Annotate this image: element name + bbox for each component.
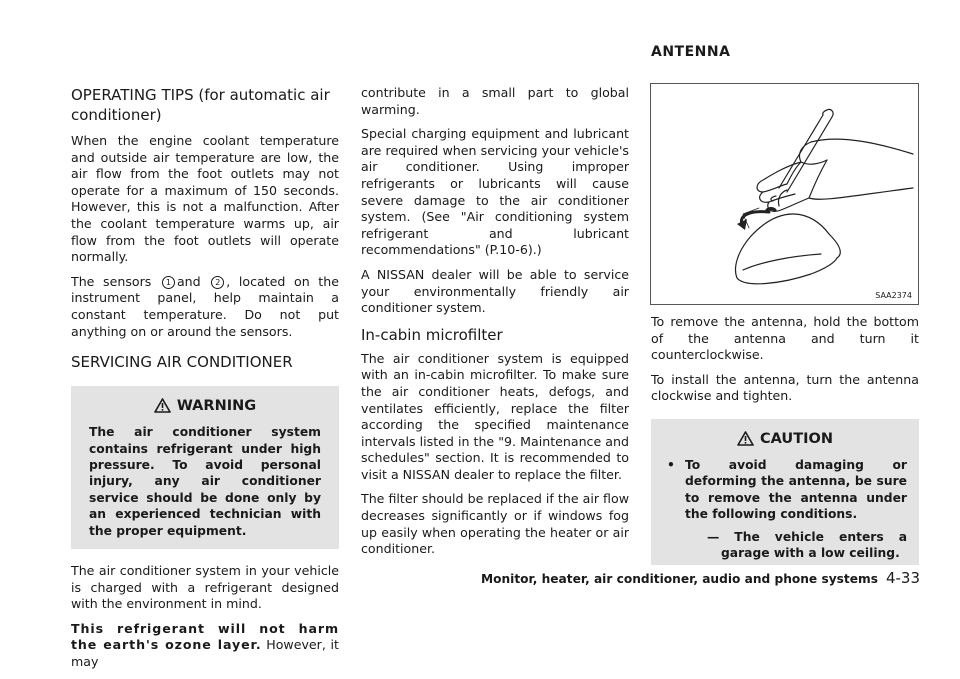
paragraph-special-equipment: Special charging equipment and lubricant are required when servicing your vehicle's air conditioner. Using improper refrigerants or lubricants will cause severe damage to the air conditioner system. (See "Air conditioning system refrigerant and lubricant recommendations" (P.10-6).) [361, 126, 629, 258]
heading-servicing: SERVICING AIR CONDITIONER [71, 353, 293, 372]
sensor-2-marker: 2 [211, 276, 224, 289]
paragraph-microfilter: The air conditioner system is equipped with an in-cabin microfilter. To make sure the air conditioner heats, defogs, and ventilates efficiently, replace the filter according the specified maintenance intervals listed in the "9. Maintenance and schedules" section. It is recommended to visit a NISSAN dealer to replace the filter. [361, 350, 629, 482]
caution-triangle-icon [737, 431, 754, 446]
warning-header [71, 386, 339, 416]
antenna-figure [650, 83, 919, 305]
figure-id: SAA2374 [875, 291, 912, 300]
paragraph-foot-outlets: When the engine coolant temperature and outside air temperature are low, the air flow from the foot outlets may not operate for a maximum of 150 seconds. However, this is not a malfunction. After the coolant temperature warms up, air flow from the foot outlets will operate normally. [71, 133, 339, 265]
paragraph-install-antenna: To install the antenna, turn the antenna clockwise and tighten. [651, 371, 919, 404]
paragraph-refrigerant: The air conditioner system in your vehicle is charged with a refrigerant designed with the environment in mind. [71, 562, 339, 612]
caution-subitem: — The vehicle enters a garage with a low ceiling. [707, 529, 907, 560]
antenna-removal-illustration-icon [651, 84, 918, 304]
paragraph-filter-replace: The filter should be replaced if the air flow decreases significantly or if windows fog up easily when operating the heater or air conditioner. [361, 491, 629, 557]
warning-box [71, 386, 339, 549]
paragraph-global-warming: contribute in a small part to global warming. [361, 85, 629, 117]
section-heading: ANTENNA [651, 44, 731, 60]
warning-text: The air conditioner system contains refrigerant under high pressure. To avoid personal injury, any air conditioner service should be done only by an experienced technician with the proper equipment. [89, 425, 321, 538]
sensor-1-marker: 1 [162, 276, 175, 289]
warning-title: WARNING [176, 398, 257, 415]
caution-title: CAUTION [760, 430, 833, 447]
footer-title: Monitor, heater, air conditioner, audio and phone systems [480, 572, 878, 586]
page-footer [481, 569, 920, 587]
column-3 [651, 314, 919, 565]
page-number: 4-33 [885, 569, 920, 587]
column-1 [71, 85, 339, 679]
paragraph-remove-antenna: To remove the antenna, hold the bottom of the antenna and turn it counterclockwise. [651, 314, 919, 363]
paragraph-sensors: The sensors 1 and 2 , located on the instrument panel, help maintain a constant temperature. Do not put anything on or around the sensors. [71, 273, 339, 339]
heading-operating-tips: OPERATING TIPS (for automatic air conditioner) [71, 86, 330, 124]
warning-triangle-icon [154, 398, 171, 413]
heading-microfilter: In-cabin microfilter [361, 325, 503, 344]
caution-list [663, 457, 907, 561]
caution-box [651, 419, 919, 565]
paragraph-ozone: This refrigerant will not harm the earth's ozone layer. However, it may [71, 620, 339, 669]
caution-header [651, 419, 919, 449]
column-2 [361, 85, 629, 566]
caution-item: • To avoid damaging or deforming the antenna, be sure to remove the antenna under the following conditions. — The vehicle enters a garage with a low ceiling. [663, 457, 907, 561]
paragraph-dealer-service: A NISSAN dealer will be able to service your environmentally friendly air conditioner system. [361, 266, 629, 316]
